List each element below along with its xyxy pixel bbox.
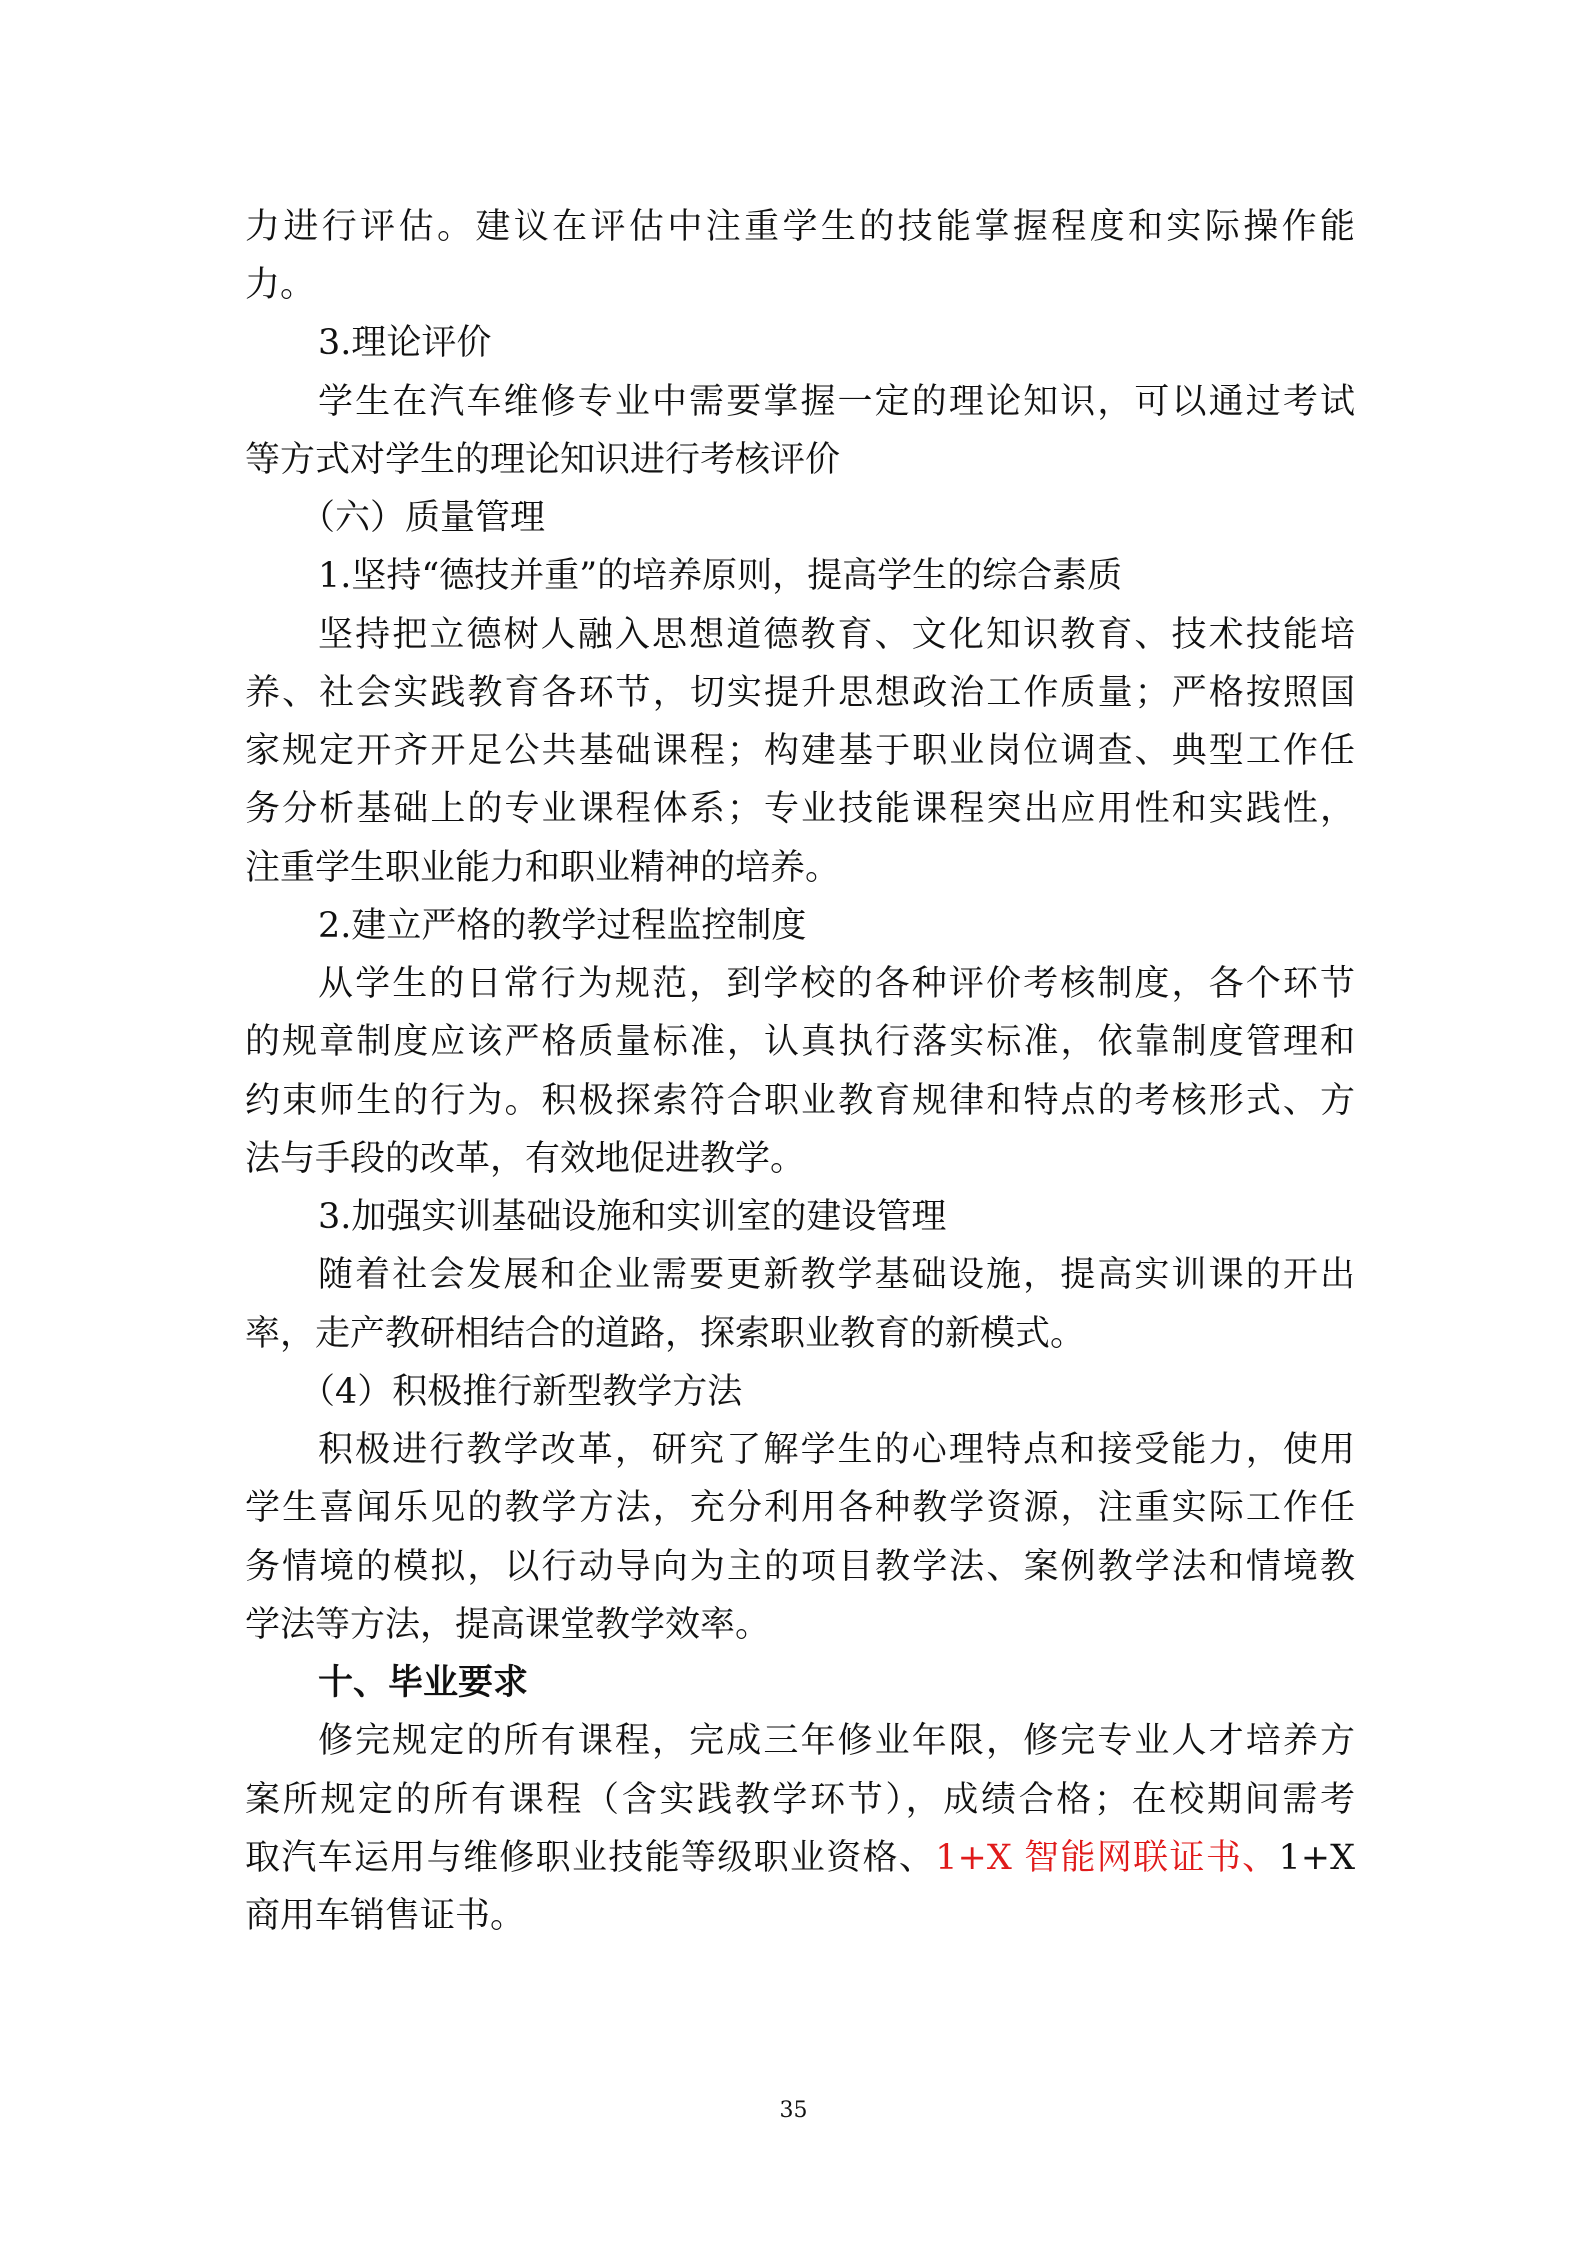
highlighted-certificate-text: 1+X 智能网联证书、	[935, 1838, 1279, 1878]
paragraph-line: 注重学生职业能力和职业精神的培养。	[245, 848, 841, 888]
paragraph-line-with-highlight	[245, 1838, 1355, 1878]
paragraph-line: 家规定开齐开足公共基础课程；构建基于职业岗位调查、典型工作任	[245, 731, 1355, 771]
paragraph-line: 商用车销售证书。	[245, 1896, 526, 1936]
paragraph-line: 积极进行教学改革，研究了解学生的心理特点和接受能力，使用	[318, 1430, 1355, 1470]
paragraph-line: 随着社会发展和企业需要更新教学基础设施，提高实训课的开出	[318, 1255, 1355, 1295]
paragraph-line: 学法等方法，提高课堂教学效率。	[245, 1605, 771, 1645]
paragraph-line: 案所规定的所有课程（含实践教学环节），成绩合格；在校期间需考	[245, 1780, 1355, 1820]
paragraph-line: 法与手段的改革，有效地促进教学。	[245, 1139, 806, 1179]
section-heading: （六）质量管理	[300, 498, 546, 538]
line-text: 1+X	[1278, 1838, 1355, 1878]
section-subheading: 3.理论评价	[318, 323, 492, 363]
paragraph-line: 学生在汽车维修专业中需要掌握一定的理论知识，可以通过考试	[318, 382, 1355, 422]
paragraph-line: 率，走产教研相结合的道路，探索职业教育的新模式。	[245, 1314, 1086, 1354]
paragraph-line: 学生喜闻乐见的教学方法，充分利用各种教学资源，注重实际工作任	[245, 1488, 1355, 1528]
section-subheading: 2.建立严格的教学过程监控制度	[318, 906, 807, 946]
paragraph-line: 修完规定的所有课程，完成三年修业年限，修完专业人才培养方	[318, 1721, 1355, 1761]
section-subheading: 3.加强实训基础设施和实训室的建设管理	[318, 1197, 947, 1237]
section-heading: （4）积极推行新型教学方法	[300, 1372, 743, 1412]
section-subheading: 1.坚持“德技并重”的培养原则，提高学生的综合素质	[318, 556, 1123, 596]
paragraph-line: 力。	[245, 265, 316, 305]
paragraph-line: 务情境的模拟，以行动导向为主的项目教学法、案例教学法和情境教	[245, 1547, 1355, 1587]
paragraph-line: 的规章制度应该严格质量标准，认真执行落实标准，依靠制度管理和	[245, 1022, 1355, 1062]
paragraph-line: 务分析基础上的专业课程体系；专业技能课程突出应用性和实践性，	[245, 789, 1355, 829]
paragraph-line: 约束师生的行为。积极探索符合职业教育规律和特点的考核形式、方	[245, 1081, 1355, 1121]
line-text: 取汽车运用与维修职业技能等级职业资格、	[245, 1838, 936, 1878]
paragraph-line: 坚持把立德树人融入思想道德教育、文化知识教育、技术技能培	[318, 615, 1355, 655]
paragraph-line: 从学生的日常行为规范，到学校的各种评价考核制度，各个环节	[318, 964, 1355, 1004]
paragraph-line: 等方式对学生的理论知识进行考核评价	[245, 440, 841, 480]
paragraph-line: 力进行评估。建议在评估中注重学生的技能掌握程度和实际操作能	[245, 207, 1355, 247]
paragraph-line: 养、社会实践教育各环节，切实提升思想政治工作质量；严格按照国	[245, 673, 1355, 713]
chapter-heading: 十、毕业要求	[318, 1663, 529, 1703]
page-number: 35	[779, 2098, 808, 2123]
